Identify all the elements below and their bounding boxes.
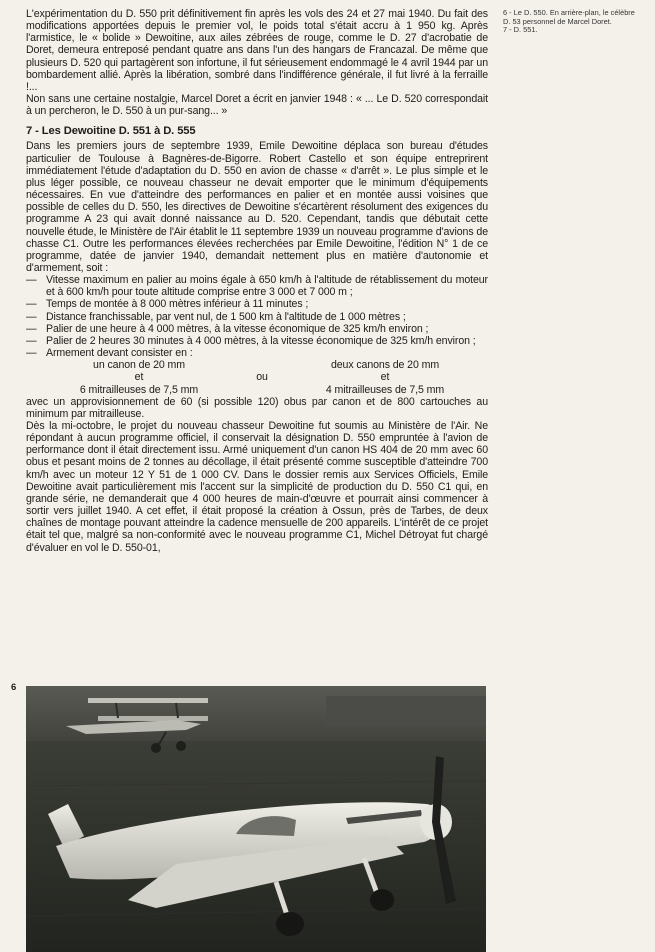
requirement-item: — Palier de 2 heures 30 minutes à 4 000 mètres, à la vitesse économique de 325 km/h environ ;: [26, 335, 488, 347]
armament-option-a: [36, 359, 242, 395]
armament-separator: [242, 359, 282, 395]
armament-a-line-2: et: [134, 371, 144, 384]
armament-a-line-3: 6 mitrailleuses de 7,5 mm: [79, 383, 199, 396]
armament-or: ou: [256, 371, 268, 384]
requirements-list: [26, 274, 488, 359]
background-structure: [326, 696, 486, 726]
armament-option-b: [282, 359, 488, 395]
armament-a-line-1: un canon de 20 mm: [93, 359, 185, 372]
caption-note-7: 7 - D. 551.: [503, 25, 538, 35]
main-text-column: [26, 8, 488, 554]
requirement-item: — Distance franchissable, par vent nul, de 1 500 km à l'altitude de 1 000 mètres ;: [26, 311, 488, 323]
requirement-item: — Armement devant consister en :: [26, 347, 488, 359]
armament-options: [26, 359, 488, 395]
section-heading: 7 - Les Dewoitine D. 551 à D. 555: [26, 125, 196, 138]
aircraft-photo: [26, 686, 486, 952]
armament-b-line-2: et: [380, 371, 390, 384]
intro-paragraph-2: Non sans une certaine nostalgie, Marcel Doret a écrit en janvier 1948 : « ... Le D. 520 correspondait à un percheron, le D. 550 à un pur-sang... »: [26, 93, 488, 118]
section-paragraph-1: Dans les premiers jours de septembre 1939, Emile Dewoitine déplaca son bureau d'études particulier de Toulouse à Bagnères-de-Bigorre. Robert Castello et son équipe entreprirent immédiatement l'étude d'adaptation du D. 550 en avion de chasse « d'arrêt ». Le plus simple et le plus léger possible, ce nouveau chasseur ne devait emporter que le minimum d'équipements nécessaires. En vue d'atteindre des performances en palier et en montée aussi voisines que possible de celles du D. 550, les directives de Dewoitine s'écartèrent résolument des exigences du programme A 23 qui avait donné naissance au D. 520. Cependant, tandis que débutait cette nouvelle étude, le Ministère de l'Air établit le 11 septembre 1939 un nouveau programme d'avions de chasse C1. Outre les performances élevées recherchées par Emile Dewoitine, l'édition N° 1 de ce programme, datée de janvier 1940, demandait nettement plus en matière d'autonomie et d'armement, soit :: [26, 140, 488, 274]
requirement-item: — Vitesse maximum en palier au moins égale à 650 km/h à l'altitude de rétablissement du moteur et à 600 km/h pour toute altitude comprise entre 3 000 et 7 000 m ;: [26, 274, 488, 298]
section-paragraph-2: Dès la mi-octobre, le projet du nouveau chasseur Dewoitine fut soumis au Ministère de l'Air. Ne répondant à aucun programme officiel, il conservait la désignation D. 550 empruntée à l'avion de performance dont il était directement issu. Armé uniquement d'un canon HS 404 de 20 mm avec 60 obus et pesant moins de 2 tonnes au décollage, il était présenté comme susceptible d'atteindre 700 km/h avec un moteur 12 Y 51 de 1 000 CV. Dans le dossier remis aux Services Officiels, Emile Dewoitine avait particulièrement mis l'accent sur la simplicité de production du D. 550 C1 qui, en grande série, ne demanderait que 4 000 heures de main-d'œuvre et pourrait ainsi commencer à sortir vers juillet 1940. A cet effet, il était proposé la création à Ossun, près de Tarbes, de deux chaînes de montage pouvant atteindre la cadence mensuelle de 200 appareils. L'intérêt de ce projet était tel que, malgré sa non-conformité avec le nouveau programme C1, Michel Détroyat fut chargé d'évaluer en vol le D. 550-01,: [26, 420, 488, 554]
aircraft-photo-illustration: [26, 686, 486, 952]
side-notes: [503, 9, 643, 35]
armament-b-line-1: deux canons de 20 mm: [330, 359, 440, 372]
intro-paragraph-1: L'expérimentation du D. 550 prit définitivement fin après les vols des 24 et 27 mai 1940. Du fait des modifications apportées depuis le premier vol, le poids total s'était accru à 1 950 kg. Après l'armistice, le « bolide » Dewoitine, aux ailes zébrées de rouge, comme le D. 27 d'acrobatie de Doret, demeura entreposé pendant quatre ans dans l'un des hangars de Francazal. De même que plusieurs D. 520 qui partagèrent son infortune, il fut sérieusement endommagé le 4 avril 1944 par un bombardement allié. Après la libération, sombré dans l'indifférence générale, il fut livré à la ferraille !...: [26, 8, 488, 93]
caption-note-6: 6 - Le D. 550. En arrière-plan, le célèbre D. 53 personnel de Marcel Doret.: [503, 8, 635, 26]
armament-b-line-3: 4 mitrailleuses de 7,5 mm: [325, 383, 445, 396]
armament-tail: avec un approvisionnement de 60 (si possible 120) obus par canon et de 800 cartouches au minimum par mitrailleuse.: [26, 395, 488, 420]
requirement-item: — Temps de montée à 8 000 mètres inférieur à 11 minutes ;: [26, 298, 488, 310]
requirement-item: — Palier de une heure à 4 000 mètres, à la vitesse économique de 325 km/h environ ;: [26, 323, 488, 335]
page-number: 6: [11, 682, 17, 693]
